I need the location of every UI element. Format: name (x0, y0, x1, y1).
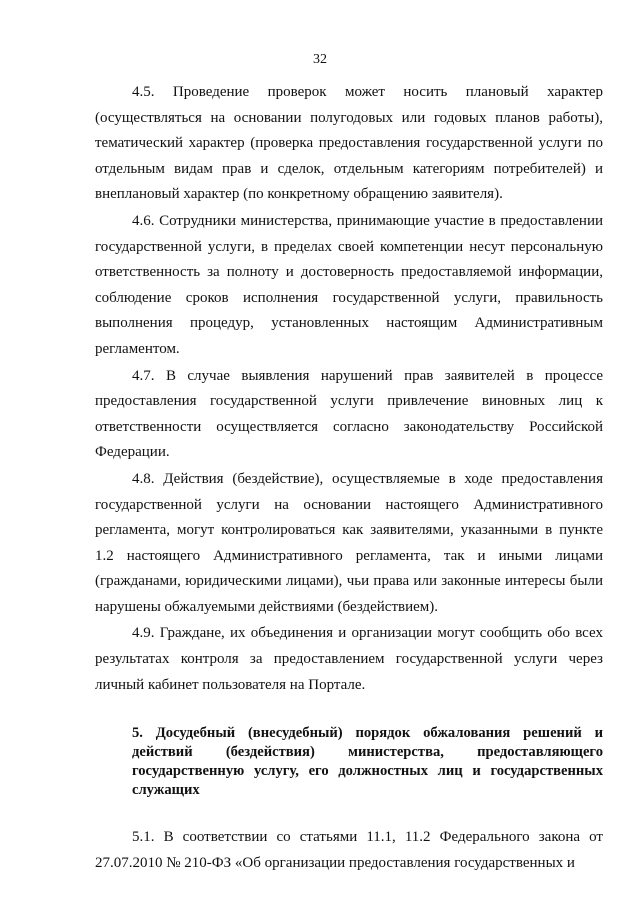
section-5-heading: 5. Досудебный (внесудебный) порядок обжалования решений и действий (бездействия) министерства, предоставляющего государственную услугу, его должностных лиц и государственных служащих (132, 725, 603, 799)
paragraph-4-5: 4.5. Проведение проверок может носить плановый характер (осуществляться на основании полугодовых или годовых планов работы), тематический характер (проверка предоставления государственной услуги по отдельным видам прав и сделок, отдельным категориям потребителей) и внеплановый характер (по конкретному обращению заявителя). (95, 84, 603, 203)
page-number: 32 (313, 52, 327, 67)
paragraph-4-8: 4.8. Действия (бездействие), осуществляемые в ходе предоставления государственной услуги на основании настоящего Административного регламента, могут контролироваться как заявителями, указанными в пункте 1.2 настоящего Административного регламента, так и иными лицами (гражданами, юридическими лицами), чьи права или законные интересы были нарушены обжалуемыми действиями (бездействием). (95, 470, 603, 615)
paragraph-4-6: 4.6. Сотрудники министерства, принимающие участие в предоставлении государственной услуги, в пределах своей компетенции несут персональную ответственность за полноту и достоверность предоставляемой информации, соблюдение сроков исполнения государственной услуги, правильность выполнения процедур, установленных настоящим Административным регламентом. (95, 212, 603, 357)
page-content (95, 80, 603, 876)
paragraph-4-9: 4.9. Граждане, их объединения и организации могут сообщить обо всех результатах контроля за предоставлением государственной услуги через личный кабинет пользователя на Портале. (95, 625, 603, 693)
paragraph-4-7: 4.7. В случае выявления нарушений прав заявителей в процессе предоставления государственной услуги привлечение виновных лиц к ответственности осуществляется согласно законодательству Российской Федерации. (95, 367, 603, 461)
paragraph-5-1: 5.1. В соответствии со статьями 11.1, 11.2 Федерального закона от 27.07.2010 № 210-ФЗ «Об организации предоставления государственных и (95, 829, 603, 871)
